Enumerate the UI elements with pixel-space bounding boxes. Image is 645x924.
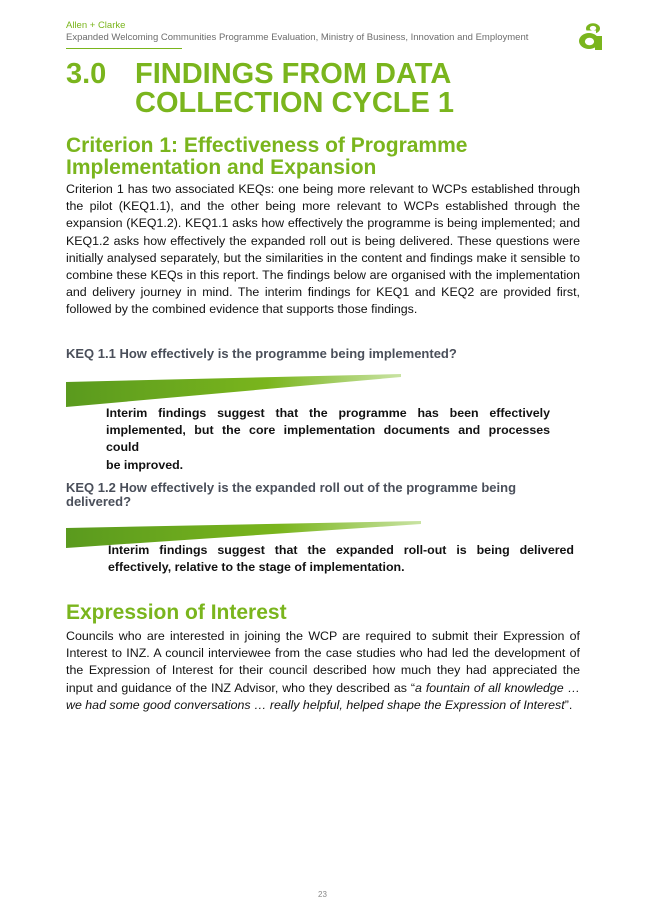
allen-clarke-logo-icon (578, 22, 602, 50)
criterion-heading-line2: Implementation and Expansion (66, 156, 377, 179)
running-header (66, 20, 528, 44)
keq2-finding (108, 542, 574, 576)
header-subtitle: Expanded Welcoming Communities Programme Evaluation, Ministry of Business, Innovation and Employment (66, 32, 529, 43)
keq1-heading: KEQ 1.1 How effectively is the programme being implemented? (66, 346, 457, 361)
keq2-heading-line2: delivered? (66, 493, 132, 509)
keq2-heading (66, 481, 566, 508)
chapter-title-line1: FINDINGS FROM DATA (135, 58, 452, 90)
keq1-callout-band (66, 374, 406, 408)
eoi-text-end: ”. (564, 697, 573, 712)
criterion-heading-line1: Criterion 1: Effectiveness of Programme (66, 134, 468, 157)
keq2-finding-text: Interim findings suggest that the expanded roll-out is being delivered (108, 543, 574, 557)
criterion-heading (66, 135, 467, 179)
keq2-finding-last-line: effectively, relative to the stage of implementation. (108, 560, 405, 575)
eoi-heading: Expression of Interest (66, 601, 287, 624)
chapter-title-line2: COLLECTION CYCLE 1 (135, 87, 455, 119)
criterion-paragraph: Criterion 1 has two associated KEQs: one being more relevant to WCPs established through the pilot (KEQ1.1), and the other being more relevant to WCPs established through the expansion (KEQ1.2). KEQ1.1 asks how effectively the programme is being implemented; and KEQ1.2 asks how effectively the expanded roll out is being delivered. These questions were initially analysed separately, but the similarities in the content and findings make it sensible to combine these KEQs in this report. The findings below are organised with the implementation and delivery journey in mind. The interim findings for KEQ1 and KEQ2 are provided first, followed by the combined evidence that supports those findings. (66, 182, 580, 317)
keq2-heading-line1: KEQ 1.2 How effectively is the expanded roll out of the programme being (66, 480, 517, 495)
header-org: Allen + Clarke (66, 20, 126, 31)
chapter-number: 3.0 (66, 58, 107, 90)
keq1-finding-text: Interim findings suggest that the programme has been effectively implemented, but the core implementation documents and processes could (106, 406, 550, 455)
eoi-quote: a fountain of all knowledge … we had some good conversations … really helpful, helped shape the Expression of Interest (66, 680, 581, 712)
page-number: 23 (318, 890, 327, 899)
keq1-finding (106, 405, 550, 474)
eoi-text: Councils who are interested in joining the WCP are required to submit their Expression of Interest to INZ. A council interviewee from the case studies who had led the development of the Expression of Interest for their council described how much they had appreciated the input and guidance of the INZ Advisor, who they described as “ (66, 629, 580, 695)
eoi-paragraph (66, 628, 580, 714)
header-divider (66, 48, 182, 49)
keq1-finding-last-line: be improved. (106, 457, 184, 472)
